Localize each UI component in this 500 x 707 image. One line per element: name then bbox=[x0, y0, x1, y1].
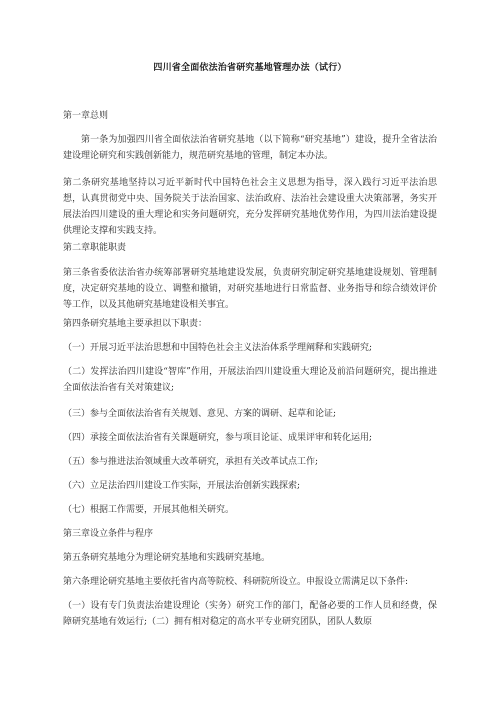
article-paragraph: 第五条研究基地分为理论研究基地和实践研究基地。 bbox=[63, 553, 271, 563]
list-item: （七）根据工作需要，开展其他相关研究。 bbox=[63, 505, 235, 515]
article-paragraph: 第二条研究基地坚持以习近平新时代中国特色社会主义思想为指导，深入践行习近平法治思想，认真贯彻党中央、国务院关于法治国家、法治政府、法治社会建设重大决策部署，务实开展法治四川建设的重大理论和实务问题研究，充分发挥研究基地优势作用，为四川法治建设提供理论支撑和实践支持。 bbox=[63, 178, 437, 236]
list-item: （六）立足法治四川建设工作实际，开展法治创新实践探索; bbox=[63, 481, 301, 491]
chapter-heading: 第一章总则 bbox=[63, 111, 109, 121]
list-item: （四）承接全面依法治省有关课题研究，参与项目论证、成果评审和转化运用; bbox=[63, 433, 373, 443]
article-paragraph: 第六条理论研究基地主要依托省内高等院校、科研院所设立。申报设立需满足以下条件: bbox=[63, 577, 409, 587]
article-paragraph: 第一条为加强四川省全面依法治省研究基地（以下简称“研究基地”）建设，提升全省法治建设理论研究和实践创新能力，规范研究基地的管理，制定本办法。 bbox=[63, 135, 437, 161]
chapter-heading: 第二章职能职责 bbox=[63, 243, 127, 253]
article-paragraph: 第四条研究基地主要承担以下职责： bbox=[63, 319, 208, 329]
list-item: （一）开展习近平法治思想和中国特色社会主义法治体系学理阐释和实践研究; bbox=[63, 343, 373, 353]
list-item: （五）参与推进法治领域重大改革研究，承担有关改革试点工作; bbox=[63, 457, 319, 467]
list-item: （一）设有专门负责法治建设理论（实务）研究工作的部门，配备必要的工作人员和经费，保障研究基地有效运行;（二）拥有相对稳定的高水平专业研究团队，团队人数原 bbox=[63, 601, 437, 627]
list-item: （三）参与全面依法治省有关规划、意见、方案的调研、起草和论证; bbox=[63, 409, 337, 419]
article-paragraph: 第三条省委依法治省办统筹部署研究基地建设发展，负责研究制定研究基地建设规划、管理制度，决定研究基地的设立、调整和撤销，对研究基地进行日常监督、业务指导和综合绩效评价等工作，以及其他研究基地建设相关事宜。 bbox=[63, 268, 437, 310]
document-title: 四川省全面依法治省研究基地管理办法（试行） bbox=[153, 63, 347, 73]
list-item: （二）发挥法治四川建设“智库”作用，开展法治四川建设重大理论及前沿问题研究，提出推进全面依法治省有关对策建议; bbox=[63, 367, 437, 393]
chapter-heading: 第三章设立条件与程序 bbox=[63, 529, 154, 539]
